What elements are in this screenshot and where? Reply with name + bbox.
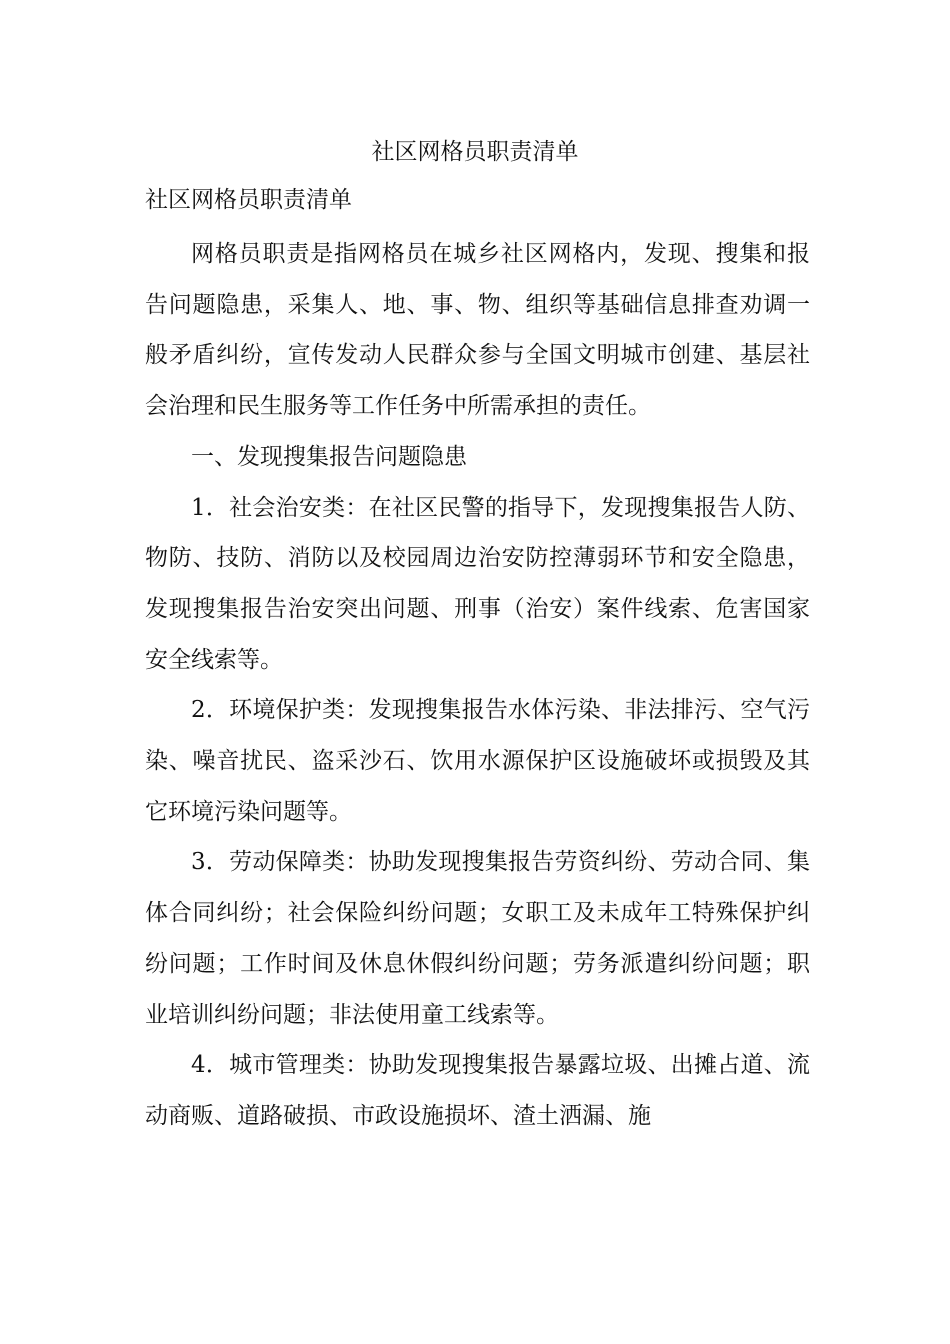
document-body xyxy=(145,229,810,1142)
paragraph-item-2: 2．环境保护类：发现搜集报告水体污染、非法排污、空气污染、噪音扰民、盗采沙石、饮用水源保护区设施破坏或损毁及其它环境污染问题等。 xyxy=(145,697,810,825)
paragraph-item-3: 3．劳动保障类：协助发现搜集报告劳资纠纷、劳动合同、集体合同纠纷；社会保险纠纷问题；女职工及未成年工特殊保护纠纷问题；工作时间及休息休假纠纷问题；劳务派遣纠纷问题；职业培训纠纷问题；非法使用童工线索等。 xyxy=(145,849,810,1028)
section-heading: 一、发现搜集报告问题隐患 xyxy=(191,443,467,470)
document-title: 社区网格员职责清单 xyxy=(371,139,579,165)
document-subtitle: 社区网格员职责清单 xyxy=(145,187,352,213)
paragraph-item-4: 4．城市管理类：协助发现搜集报告暴露垃圾、出摊占道、流动商贩、道路破损、市政设施损坏、渣土洒漏、施 xyxy=(145,1052,810,1129)
paragraph-item-1: 1．社会治安类：在社区民警的指导下，发现搜集报告人防、物防、技防、消防以及校园周边治安防控薄弱环节和安全隐患，发现搜集报告治安突出问题、刑事（治安）案件线索、危害国家安全线索等。 xyxy=(145,494,810,673)
paragraph-intro: 网格员职责是指网格员在城乡社区网格内，发现、搜集和报告问题隐患，采集人、地、事、物、组织等基础信息排查劝调一般矛盾纠纷，宣传发动人民群众参与全国文明城市创建、基层社会治理和民生服务等工作任务中所需承担的责任。 xyxy=(145,241,810,420)
